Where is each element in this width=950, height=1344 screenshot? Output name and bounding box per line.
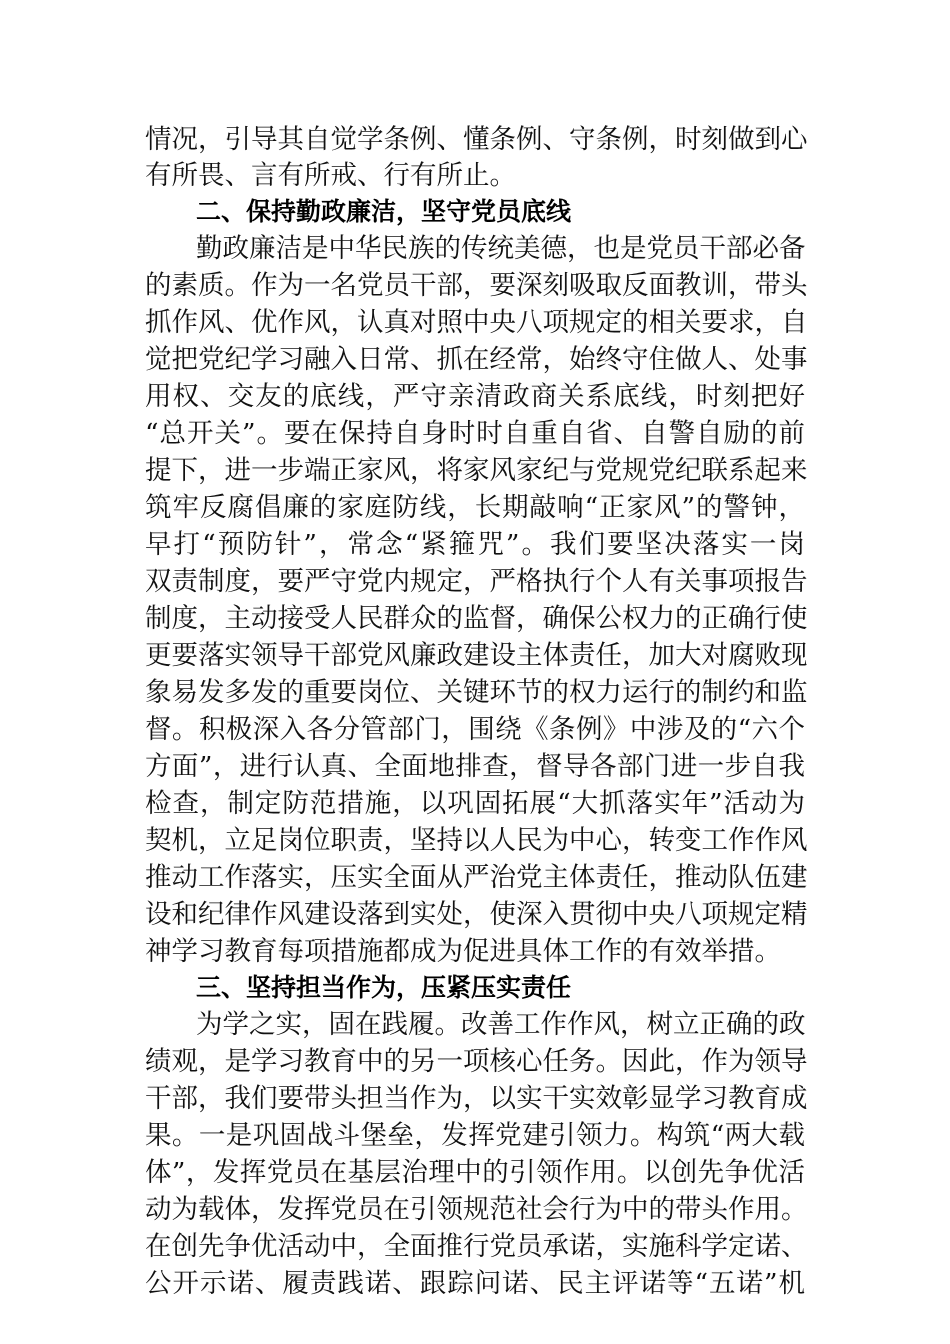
section-heading: 二、保持勤政廉洁，坚守党员底线 <box>196 197 572 226</box>
body-text-line: 更要落实领导干部党风廉政建设主体责任，加大对腐败现 <box>145 640 808 671</box>
body-text-line: 在创先争优活动中，全面推行党员承诺，实施科学定诺、 <box>145 1231 808 1262</box>
body-text-line: 双责制度，要严守党内规定，严格执行个人有关事项报告 <box>145 566 808 597</box>
paragraph-first-line: 为学之实，固在践履。改善工作作风，树立正确的政 <box>196 1009 806 1040</box>
paragraph-first-line: 勤政廉洁是中华民族的传统美德，也是党员干部必备 <box>196 233 806 264</box>
body-text-line: 筑牢反腐倡廉的家庭防线，长期敲响“正家风”的警钟， <box>145 492 805 523</box>
body-text-line: 抓作风、优作风，认真对照中央八项规定的相关要求，自 <box>145 307 808 338</box>
body-text-line: 方面”，进行认真、全面地排查，督导各部门进一步自我 <box>145 751 805 782</box>
body-text-line: 推动工作落实，压实全面从严治党主体责任，推动队伍建 <box>145 862 808 893</box>
body-text-line: 体”，发挥党员在基层治理中的引领作用。以创先争优活 <box>145 1157 805 1188</box>
body-text-line: 动为载体，发挥党员在引领规范社会行为中的带头作用。 <box>145 1194 808 1225</box>
body-text-line: 制度，主动接受人民群众的监督，确保公权力的正确行使 <box>145 603 808 634</box>
body-text-line: 果。一是巩固战斗堡垒，发挥党建引领力。构筑“两大载 <box>145 1120 805 1151</box>
body-text-line: 契机，立足岗位职责，坚持以人民为中心，转变工作作风 <box>145 825 808 856</box>
body-text-line: 觉把党纪学习融入日常、抓在经常，始终守住做人、处事 <box>145 344 808 375</box>
body-text-line: 干部，我们要带头担当作为，以实干实效彰显学习教育成 <box>145 1083 808 1114</box>
body-text-line: “总开关”。要在保持自身时时自重自省、自警自励的前 <box>145 418 805 449</box>
body-text-line: 的素质。作为一名党员干部，要深刻吸取反面教训，带头 <box>145 270 808 301</box>
body-text-line: 提下，进一步端正家风，将家风家纪与党规党纪联系起来 <box>145 455 808 486</box>
body-text-line: 神学习教育每项措施都成为促进具体工作的有效举措。 <box>145 936 781 967</box>
section-heading: 三、坚持担当作为，压紧压实责任 <box>196 973 572 1002</box>
body-text-line: 早打“预防针”，常念“紧箍咒”。我们要坚决落实一岗 <box>145 529 805 560</box>
body-text-line: 用权、交友的底线，严守亲清政商关系底线，时刻把好 <box>145 381 805 412</box>
body-text-line: 设和纪律作风建设落到实处，使深入贯彻中央八项规定精 <box>145 899 808 930</box>
body-text-line: 情况，引导其自觉学条例、懂条例、守条例，时刻做到心 <box>145 124 808 155</box>
body-text-line: 绩观，是学习教育中的另一项核心任务。因此，作为领导 <box>145 1046 808 1077</box>
body-text-line: 有所畏、言有所戒、行有所止。 <box>145 160 516 191</box>
body-text-line: 督。积极深入各分管部门，围绕《条例》中涉及的“六个 <box>145 714 805 745</box>
body-text-line: 象易发多发的重要岗位、关键环节的权力运行的制约和监 <box>145 677 808 708</box>
body-text-line: 公开示诺、履责践诺、跟踪问诺、民主评诺等“五诺”机 <box>145 1268 805 1299</box>
body-text-line: 检查，制定防范措施，以巩固拓展“大抓落实年”活动为 <box>145 788 805 819</box>
